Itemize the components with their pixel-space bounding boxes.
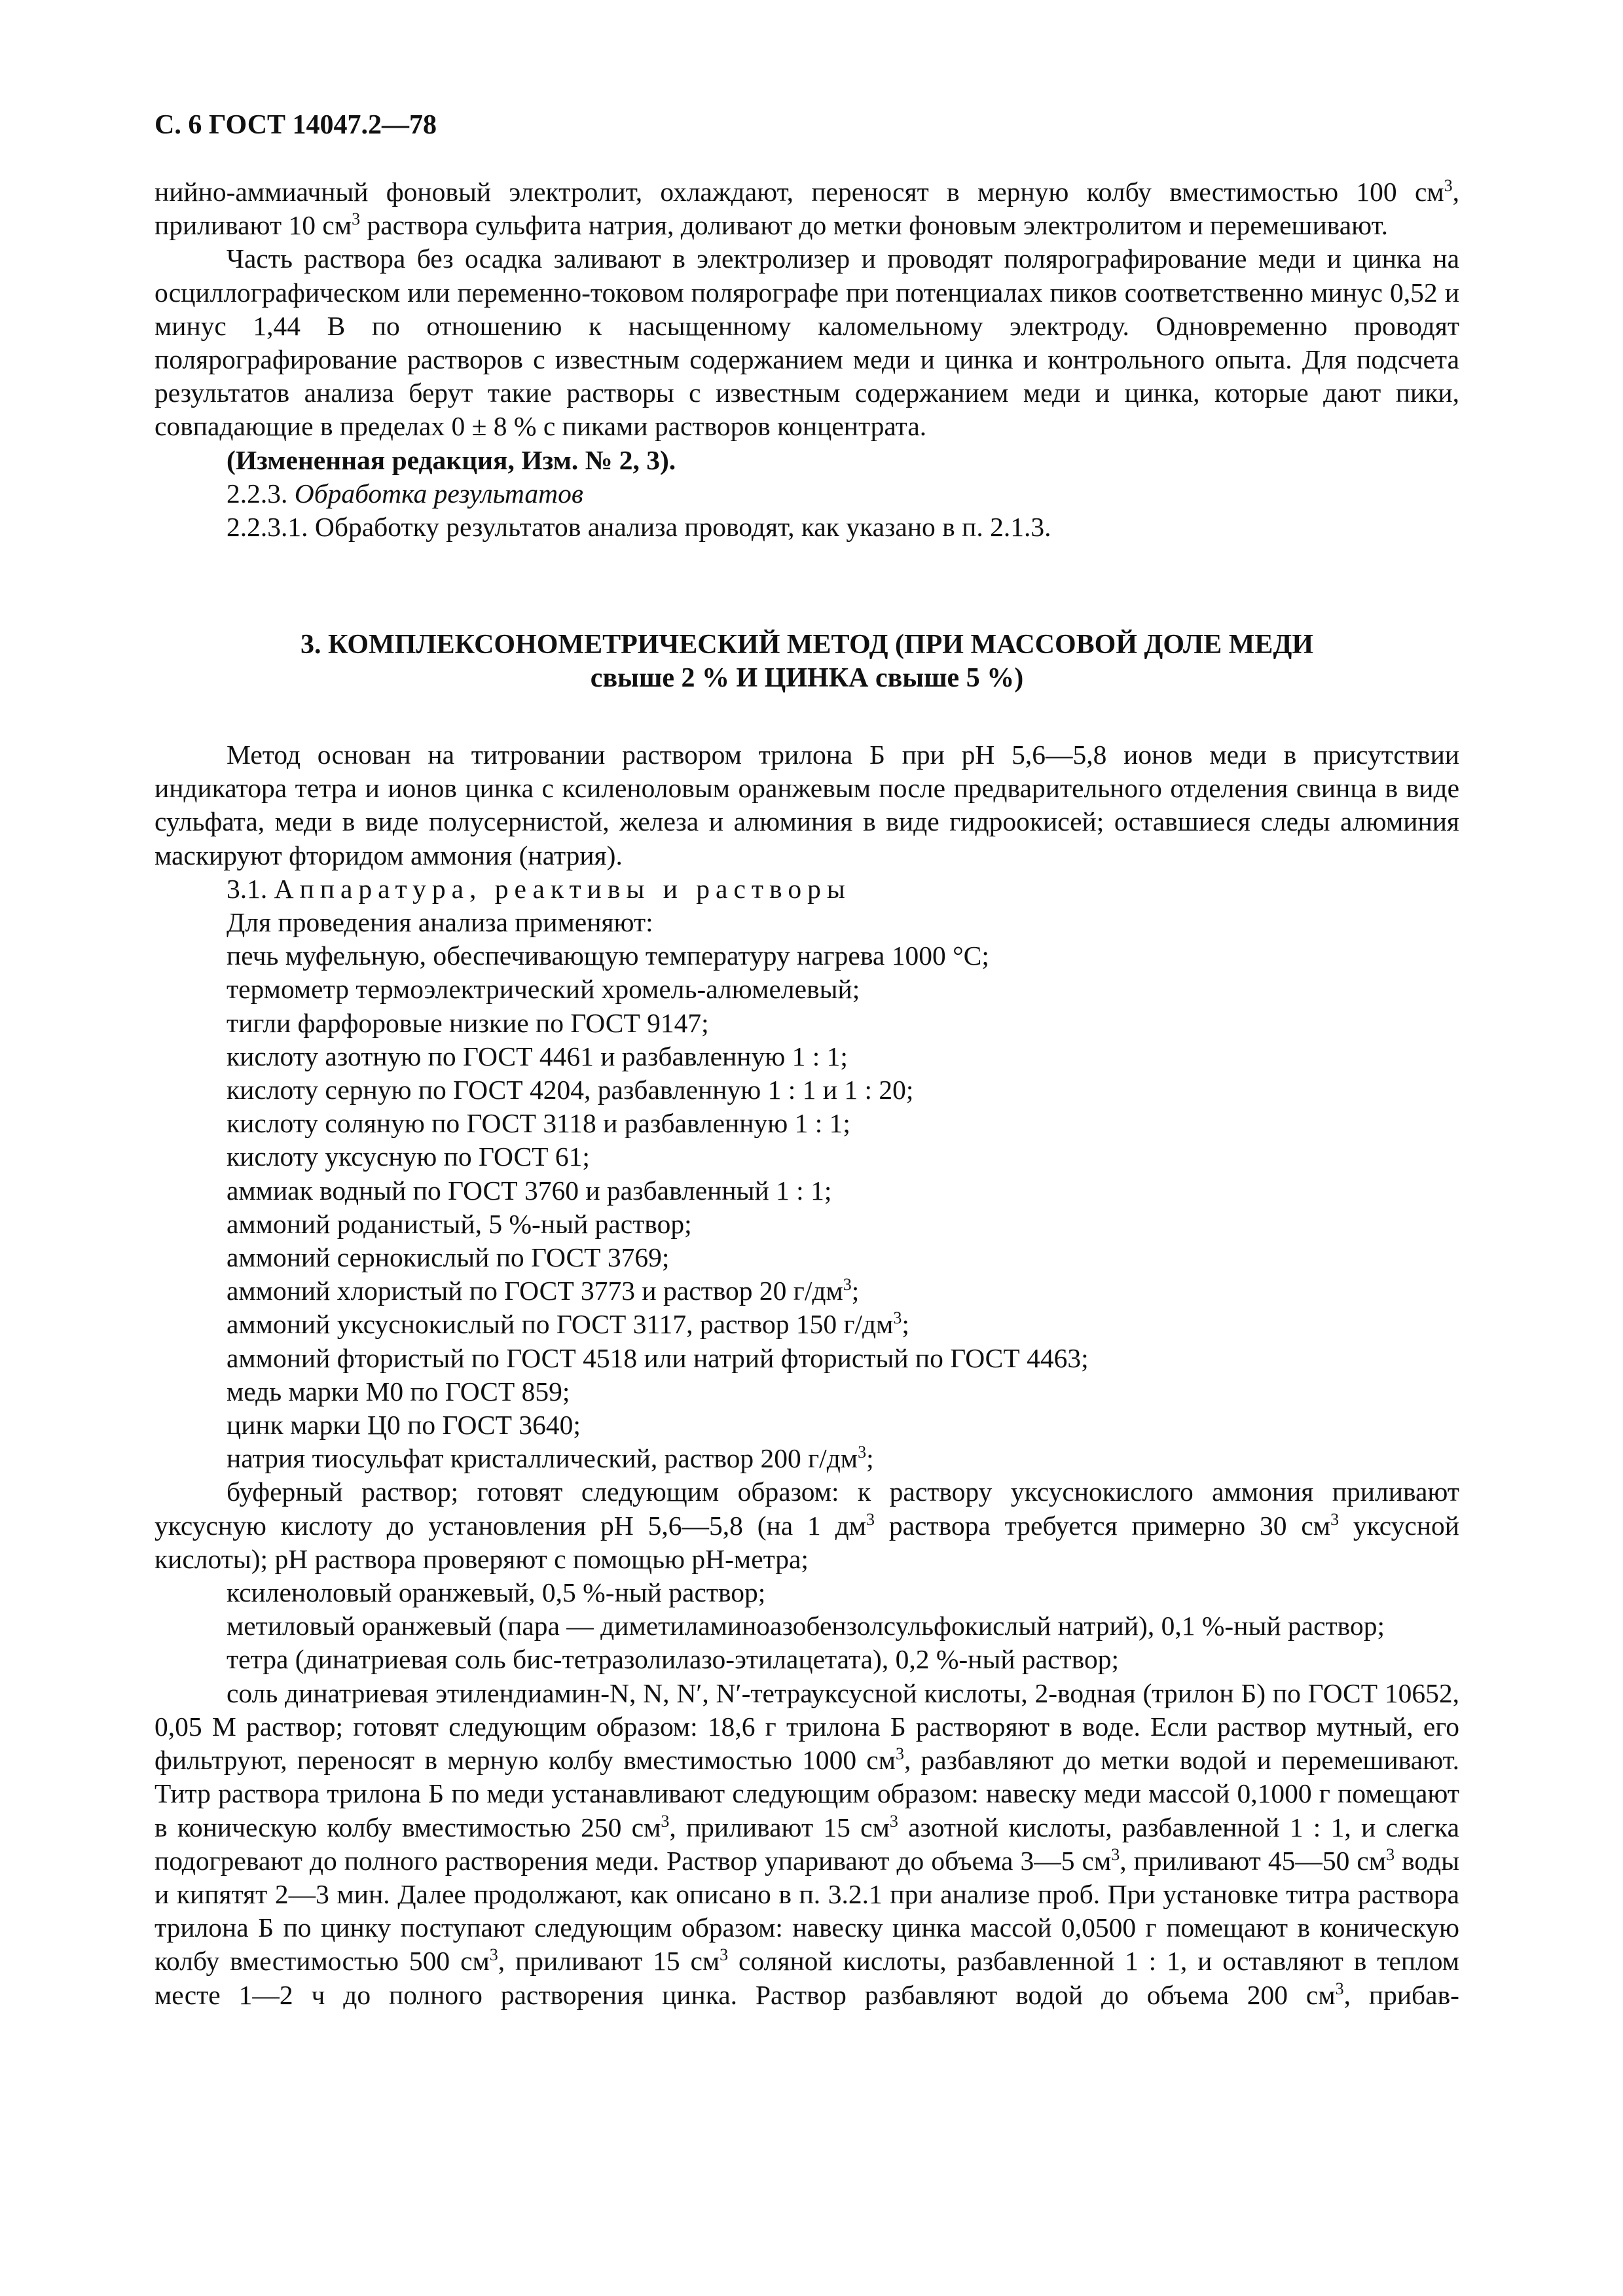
list-item: термометр термоэлектрический хромель-алюмелевый; bbox=[227, 974, 860, 1005]
subsection-2-2-3: 2.2.3. Обработка результатов bbox=[227, 478, 583, 509]
list-item: аммоний хлористый по ГОСТ 3773 и раствор 20 $г/дм^3$; bbox=[227, 1275, 860, 1306]
section-3-heading bbox=[155, 628, 1459, 695]
paragraph-2-2-3-1: 2.2.3.1. Обработку результатов анализа проводят, как указано в п. 2.1.3. bbox=[227, 512, 1051, 543]
amendment-note: (Измененная редакция, Изм. № 2, 3). bbox=[227, 444, 676, 475]
list-item: аммоний уксуснокислый по ГОСТ 3117, раствор 150 $г/дм^3$; bbox=[227, 1308, 909, 1340]
trilon-paragraph: соль динатриевая этилендиамин-N, N, N′, N′-тетрауксусной кислоты, 2-водная (трилон Б) по ГОСТ 10652, 0,05 М раствор; готовят следующим образом: 18,6 г трилона Б растворяют в воде. Если раствор мутный, его фильтруют, переносят в мерную колбу вместимостью 1000 $см^3$, разбавляют до метки водой и перемешивают. Титр раствора трилона Б по меди устанавливают следующим образом: навеску меди массой 0,1000 г помещают в коническую колбу вместимостью 250 $см^3$, приливают 15 $см^3$ азотной кислоты, разбавленной 1 : 1, и слегка подогревают до полного растворения меди. Раствор упаривают до объема 3—5 $см^3$, приливают 45—50 $см^3$ воды и кипятят 2—3 мин. Далее продолжают, как описано в п. 3.2.1 при анализе проб. При установке титра раствора трилона Б по цинку поступают следующим образом: навеску цинка массой 0,0500 г помещают в коническую колбу вместимостью 500 $см^3$, приливают 15 $см^3$ соляной кислоты, разбавленной 1 : 1, и оставляют в теплом месте 1—2 ч до полного растворения цинка. Раствор разбавляют водой до объема 200 $см^3$, прибав- bbox=[155, 1677, 1459, 2010]
top-block bbox=[155, 175, 1459, 544]
page-header: С. 6 ГОСТ 14047.2—78 bbox=[155, 110, 437, 140]
list-item: ксиленоловый оранжевый, 0,5 %-ный раствор; bbox=[227, 1577, 766, 1608]
list-item: кислоту уксусную по ГОСТ 61; bbox=[227, 1141, 590, 1172]
list-item: аммоний фтористый по ГОСТ 4518 или натрий фтористый по ГОСТ 4463; bbox=[227, 1342, 1089, 1373]
list-item: кислоту серную по ГОСТ 4204, разбавленную 1 : 1 и 1 : 20; bbox=[227, 1075, 914, 1105]
subsection-3-1: 3.1. Аппаратура, реактивы и растворы bbox=[227, 873, 851, 904]
list-item: медь марки М0 по ГОСТ 859; bbox=[227, 1376, 570, 1407]
list-item: аммоний сернокислый по ГОСТ 3769; bbox=[227, 1242, 670, 1273]
list-lead: Для проведения анализа применяют: bbox=[227, 907, 653, 938]
list-item: аммоний роданистый, 5 %-ный раствор; bbox=[227, 1208, 692, 1239]
list-item: печь муфельную, обеспечивающую температуру нагрева 1000 °С; bbox=[227, 941, 989, 971]
section-title-line2: свыше 2 % И ЦИНКА свыше 5 %) bbox=[590, 663, 1024, 693]
list-item: натрия тиосульфат кристаллический, раствор 200 $г/дм^3$; bbox=[227, 1443, 874, 1474]
methyl-orange-paragraph: метиловый оранжевый (пара — диметиламиноазобензолсульфокислый натрий), 0,1 %-ный раствор; bbox=[227, 1611, 1385, 1641]
section-title-line1: 3. КОМПЛЕКСОНОМЕТРИЧЕСКИЙ МЕТОД (ПРИ МАССОВОЙ ДОЛЕ МЕДИ bbox=[300, 630, 1314, 660]
paragraph-polarography: Часть раствора без осадка заливают в электролизер и проводят полярографирование меди и цинка на осциллографическом или переменно-токовом полярографе при потенциалах пиков соответственно минус 0,52 и минус 1,44 В по отношению к насыщенному каломельному электроду. Одновременно проводят полярографирование растворов с известным содержанием меди и цинка и контрольного опыта. Для подсчета результатов анализа берут такие растворы с известным содержанием меди и цинка, которые дают пики, совпадающие в пределах 0 ± 8 % с пиками растворов концентрата. bbox=[155, 243, 1459, 442]
list-item: кислоту азотную по ГОСТ 4461 и разбавленную 1 : 1; bbox=[227, 1041, 848, 1071]
list-item: цинк марки Ц0 по ГОСТ 3640; bbox=[227, 1410, 581, 1441]
paragraph-continuation: нийно-аммиачный фоновый электролит, охлаждают, переносят в мерную колбу вместимостью 100 $см^3$, приливают 10 $см^3$ раствора сульфита натрия, доливают до метки фоновым электролитом и перемешивают. bbox=[155, 176, 1459, 241]
list-item: аммиак водный по ГОСТ 3760 и разбавленный 1 : 1; bbox=[227, 1175, 832, 1206]
buffer-paragraph: буферный раствор; готовят следующим образом: к раствору уксуснокислого аммония приливают уксусную кислоту до установления рН 5,6—5,8 (на 1 $дм^3$ раствора требуется примерно 30 $см^3$ уксусной кислоты); рН раствора проверяют с помощью рН-метра; bbox=[155, 1477, 1459, 1574]
list-item: тигли фарфоровые низкие по ГОСТ 9147; bbox=[227, 1007, 709, 1038]
list-item: тетра (динатриевая соль бис-тетразолилазо-этилацетата), 0,2 %-ный раствор; bbox=[227, 1644, 1119, 1675]
list-item: кислоту соляную по ГОСТ 3118 и разбавленную 1 : 1; bbox=[227, 1108, 850, 1139]
method-intro: Метод основан на титровании раствором трилона Б при рН 5,6—5,8 ионов меди в присутствии индикатора тетра и ионов цинка с ксиленоловым оранжевым после предварительного отделения свинца в виде сульфата, меди в виде полусернистой, железа и алюминия в виде гидроокисей; оставшиеся следы алюминия маскируют фторидом аммония (натрия). bbox=[155, 740, 1459, 870]
section-3-body bbox=[155, 738, 1459, 2012]
